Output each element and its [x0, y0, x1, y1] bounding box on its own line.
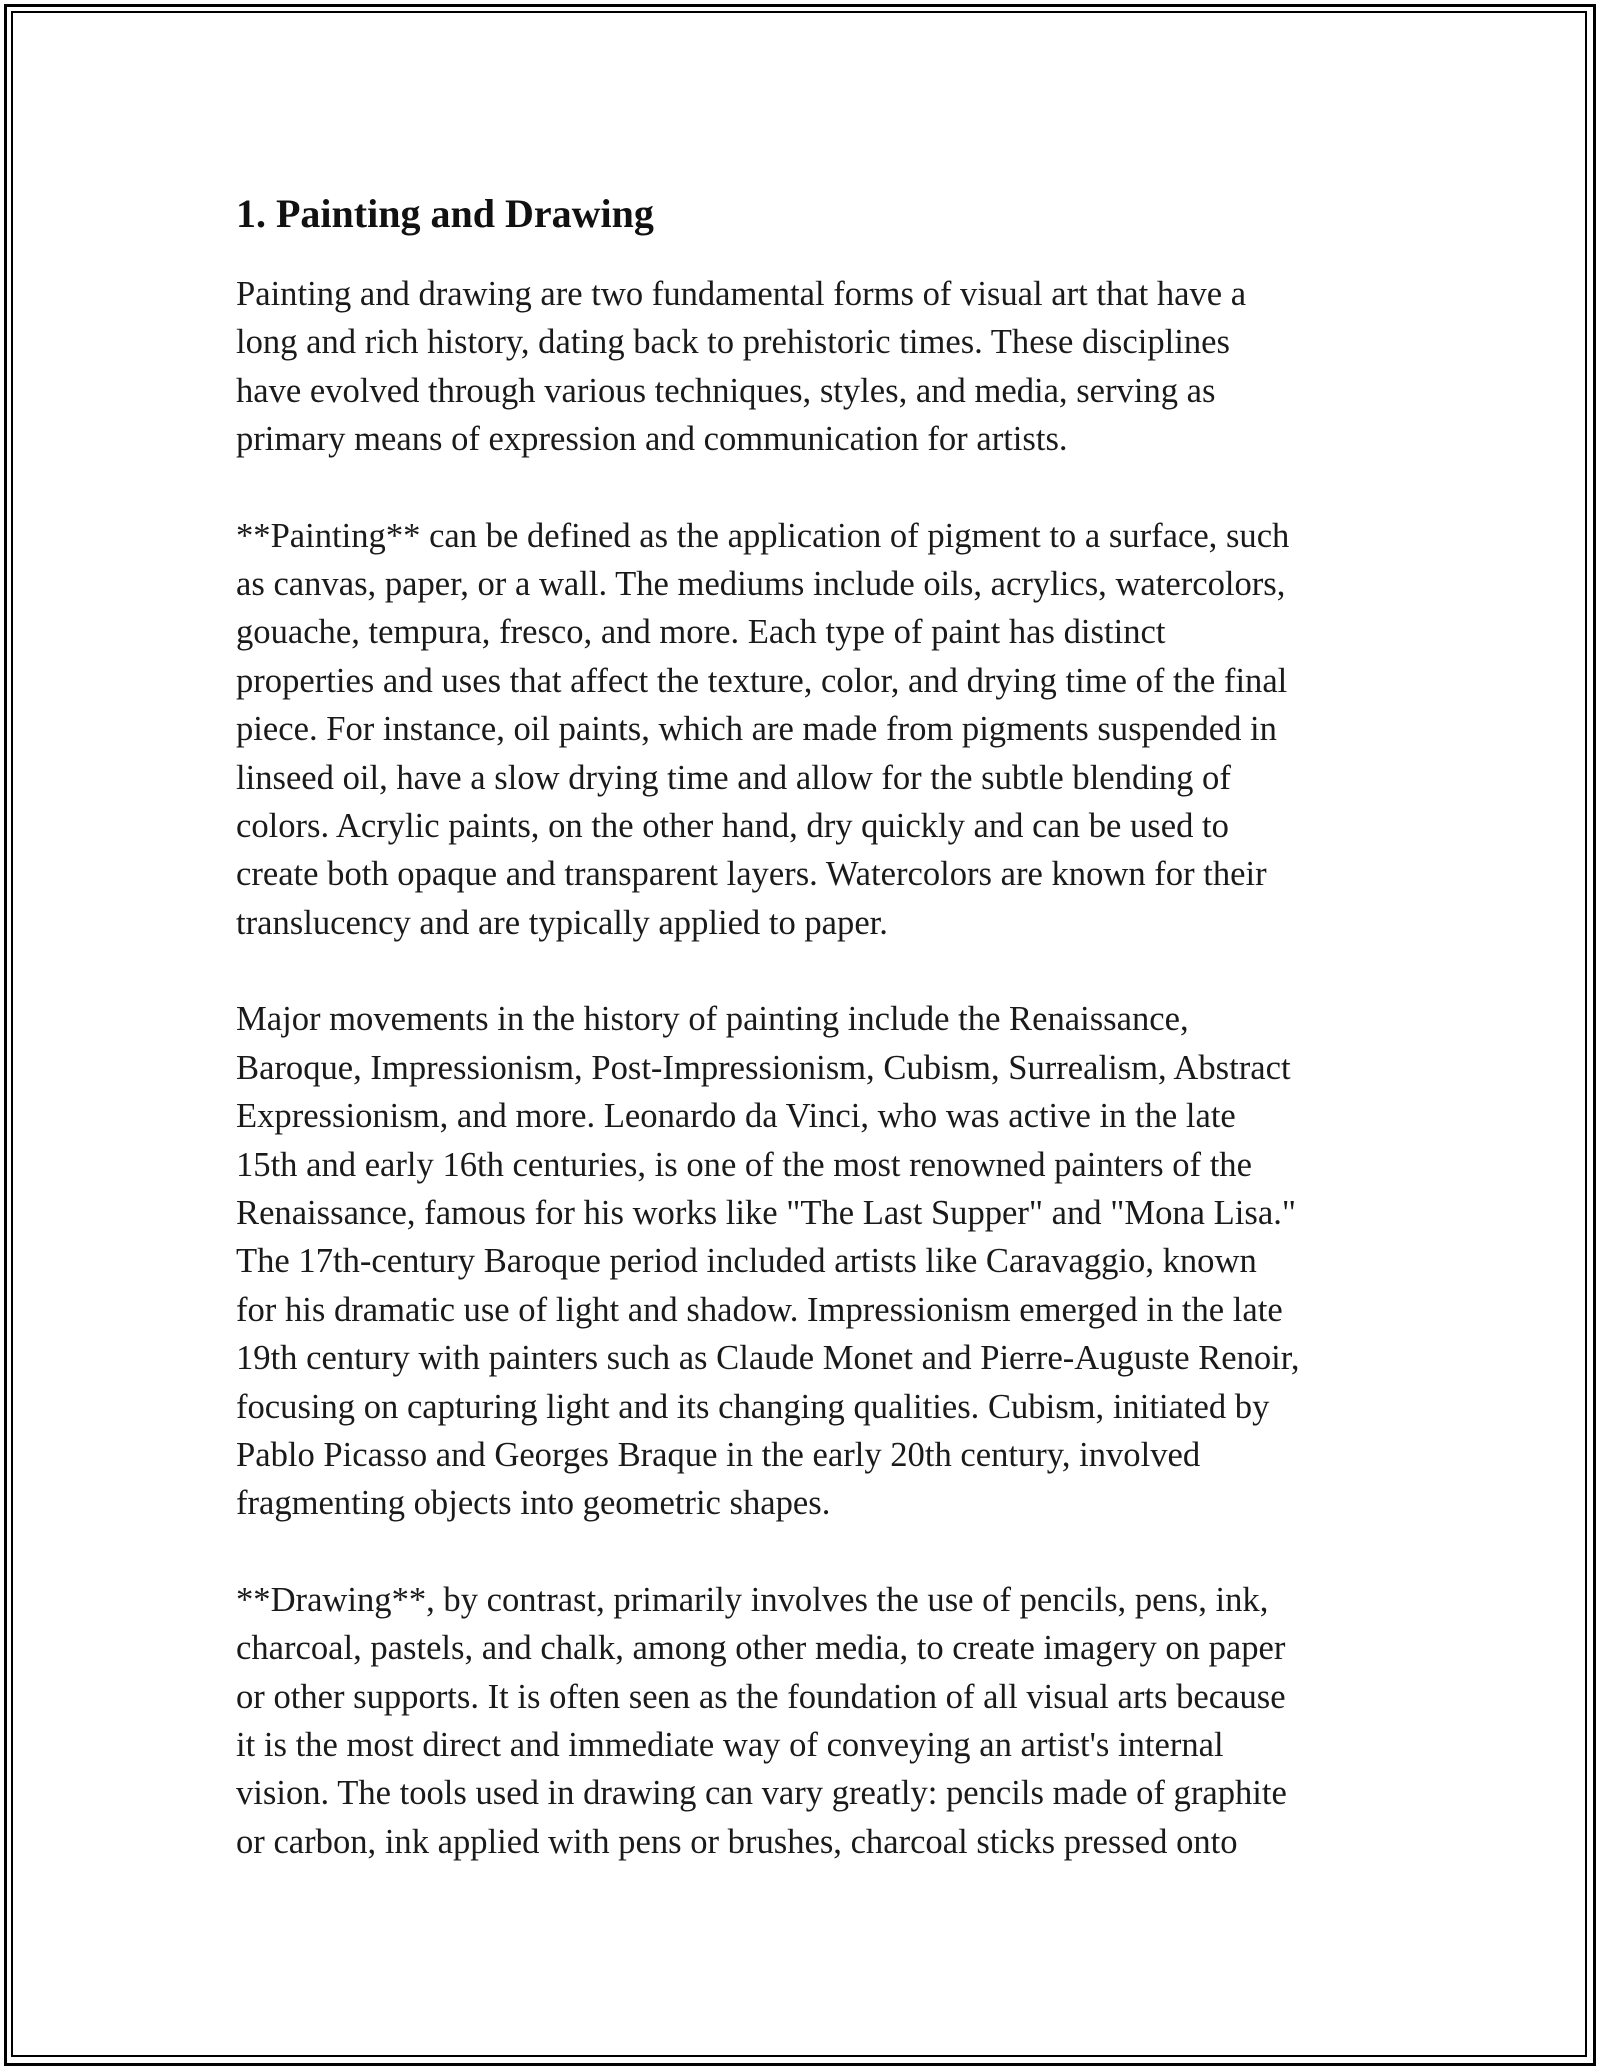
intro-paragraph: Painting and drawing are two fundamental forms of visual art that have a long and rich history, dating back to prehistoric times. These disciplines have evolved through various techniques, styles, and media, serving as primary means of expression and communication for artists.	[236, 275, 1247, 459]
document-body	[236, 188, 1376, 1914]
painting-paragraph: **Painting** can be defined as the application of pigment to a surface, such as canvas, paper, or a wall. The mediums include oils, acrylics, watercolors, gouache, tempura, fresco, and more. Each type of paint has distinct properties and uses that affect the texture, color, and drying time of the final piece. For instance, oil paints, which are made from pigments suspended in linseed oil, have a slow drying time and allow for the subtle blending of colors. Acrylic paints, on the other hand, dry quickly and can be used to create both opaque and transparent layers. Watercolors are known for their translucency and are typically applied to paper.	[236, 516, 1290, 942]
drawing-paragraph: **Drawing**, by contrast, primarily involves the use of pencils, pens, ink, charcoal, pastels, and chalk, among other media, to create imagery on paper or other supports. It is often seen as the foundation of all visual arts because it is the most direct and immediate way of conveying an artist's internal vision. The tools used in drawing can vary greatly: pencils made of graphite or carbon, ink applied with pens or brushes, charcoal sticks pressed onto	[236, 1580, 1287, 1861]
movements-paragraph: Major movements in the history of painting include the Renaissance, Baroque, Impressionism, Post-Impressionism, Cubism, Surrealism, Abstract Expressionism, and more. Leonardo da Vinci, who was active in the late 15th and early 16th centuries, is one of the most renowned painters of the Renaissance, famous for his works like "The Last Supper" and "Mona Lisa." The 17th-century Baroque period included artists like Caravaggio, known for his dramatic use of light and shadow. Impressionism emerged in the late 19th century with painters such as Claude Monet and Pierre-Auguste Renoir, focusing on capturing light and its changing qualities. Cubism, initiated by Pablo Picasso and Georges Braque in the early 20th century, involved fragmenting objects into geometric shapes.	[236, 1000, 1300, 1523]
section-heading: 1. Painting and Drawing	[236, 191, 654, 236]
